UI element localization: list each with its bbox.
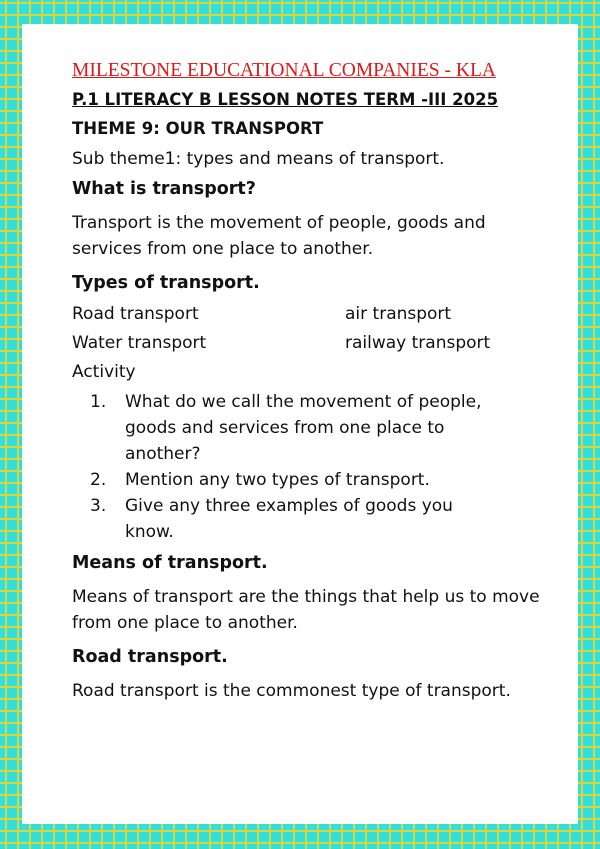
- list-text: What do we call the movement of people, goods and services from one place to another?: [125, 392, 482, 464]
- list-item: [72, 493, 542, 545]
- list-number: 3.: [90, 496, 107, 516]
- definition-means: Means of transport are the things that help us to move from one place to another.: [72, 587, 540, 633]
- heading-what-is-transport: What is transport?: [72, 179, 256, 199]
- theme-title: THEME 9: OUR TRANSPORT: [72, 119, 324, 138]
- activity-list: [72, 389, 542, 545]
- heading-road-transport: Road transport.: [72, 647, 228, 667]
- types-row: [72, 304, 542, 324]
- type-item: air transport: [345, 304, 452, 324]
- document-content: [72, 60, 542, 715]
- type-item: railway transport: [345, 333, 491, 353]
- activity-label: Activity: [72, 362, 136, 382]
- document-page: [22, 24, 578, 824]
- list-item: [72, 467, 542, 493]
- type-item: Road transport: [72, 304, 199, 324]
- notes-title: P.1 LITERACY B LESSON NOTES TERM -III 2025: [72, 90, 499, 109]
- types-row: [72, 333, 542, 353]
- list-number: 1.: [90, 392, 107, 412]
- heading-means-of-transport: Means of transport.: [72, 553, 268, 573]
- list-text: Give any three examples of goods you know.: [125, 496, 453, 542]
- school-name: MILESTONE EDUCATIONAL COMPANIES - KLA: [72, 60, 496, 81]
- heading-types-of-transport: Types of transport.: [72, 273, 260, 293]
- sub-theme: Sub theme1: types and means of transport.: [72, 149, 445, 169]
- list-text: Mention any two types of transport.: [125, 470, 430, 490]
- type-item: Water transport: [72, 333, 207, 353]
- definition-transport: Transport is the movement of people, goods and services from one place to another.: [72, 213, 486, 259]
- list-number: 2.: [90, 470, 107, 490]
- list-item: [72, 389, 542, 467]
- definition-road: Road transport is the commonest type of transport.: [72, 681, 511, 701]
